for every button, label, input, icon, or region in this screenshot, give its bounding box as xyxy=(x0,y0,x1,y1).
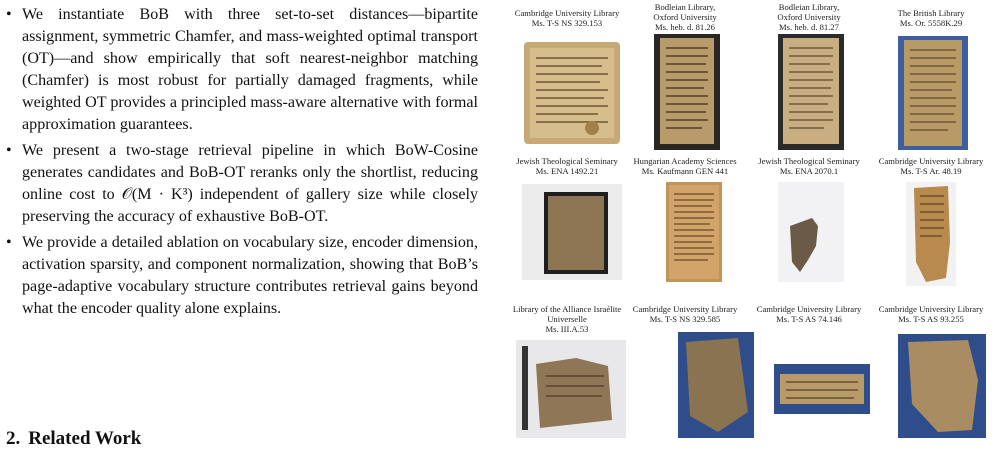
figure-caption: Cambridge University Library Ms. T-S AS 93.255 xyxy=(878,304,984,324)
figure-cell xyxy=(870,156,992,176)
contribution-item xyxy=(0,140,478,228)
figure-cell xyxy=(506,304,628,334)
text-column xyxy=(0,4,478,324)
figure-cell xyxy=(506,156,628,176)
figure-row xyxy=(506,304,992,452)
figure-row xyxy=(506,156,992,304)
manuscript-image xyxy=(654,34,720,150)
manuscript-image xyxy=(666,182,722,282)
manuscript-figure xyxy=(506,2,992,452)
manuscript-image xyxy=(778,34,844,150)
manuscript-image xyxy=(522,184,622,280)
figure-caption: Cambridge University Library Ms. T-S NS 329.585 xyxy=(632,304,738,324)
contribution-item xyxy=(0,4,478,136)
contribution-list xyxy=(0,4,478,320)
section-number: 2. xyxy=(6,428,21,449)
figure-caption: Bodleian Library, Oxford University Ms. heb. d. 81.26 xyxy=(653,2,717,32)
figure-row xyxy=(506,2,992,156)
figure-caption: Cambridge University Library Ms. T-S AS 74.146 xyxy=(756,304,862,324)
figure-caption: Hungarian Academy Sciences Ms. Kaufmann GEN 441 xyxy=(633,156,737,176)
contribution-text: We instantiate BoB with three set-to-set distances—bipartite assignment, symmetric Chamfer, and mass-weighted optimal transport (OT)—and show empirically that soft nearest-neighbor matching (Chamfer) is most robust for partially damaged fragments, while weighted OT provides a principled mass-aware alternative with formal approximation guarantees. xyxy=(22,6,478,133)
manuscript-image xyxy=(898,334,986,438)
figure-caption: The British Library Ms. Or. 5558K.29 xyxy=(897,8,965,28)
figure-cell xyxy=(870,8,992,28)
bullet-icon: • xyxy=(6,142,12,159)
figure-cell xyxy=(748,156,870,176)
manuscript-image xyxy=(898,36,968,150)
figure-caption: Cambridge University Library Ms. T-S Ar. 48.19 xyxy=(878,156,984,176)
figure-caption: Jewish Theological Seminary Ms. ENA 1492.21 xyxy=(516,156,618,176)
figure-cell xyxy=(748,2,870,32)
manuscript-image xyxy=(522,38,622,148)
figure-cell xyxy=(506,8,628,28)
bullet-icon: • xyxy=(6,6,12,23)
figure-cell xyxy=(624,2,746,32)
section-title: Related Work xyxy=(28,428,142,449)
manuscript-image xyxy=(774,364,870,414)
figure-cell xyxy=(624,304,746,324)
figure-caption: Library of the Alliance Israélite Universelle Ms. III.A.53 xyxy=(512,304,622,334)
figure-caption: Bodleian Library, Oxford University Ms. heb. d. 81.27 xyxy=(777,2,841,32)
section-heading xyxy=(6,428,141,450)
contribution-text: We provide a detailed ablation on vocabulary size, encoder dimension, activation sparsity, and component normalization, showing that BoB’s page-adaptive vocabulary structure contributes retrieval gains beyond what the encoder quality alone explains. xyxy=(22,234,478,317)
figure-cell xyxy=(748,304,870,324)
figure-caption: Cambridge University Library Ms. T-S NS 329.153 xyxy=(514,8,620,28)
contribution-text: We present a two-stage retrieval pipeline in which BoW-Cosine generates candidates and BoB-OT reranks only the shortlist, reducing online cost to 𝒪(M · K³) independent of gallery size while closely preserving the accuracy of exhaustive BoB-OT. xyxy=(22,142,478,225)
contribution-item xyxy=(0,232,478,320)
manuscript-image xyxy=(778,182,844,282)
figure-cell xyxy=(870,304,992,324)
figure-cell xyxy=(624,156,746,176)
bullet-icon: • xyxy=(6,234,12,251)
manuscript-image xyxy=(516,340,626,438)
manuscript-image xyxy=(678,332,754,438)
manuscript-image xyxy=(906,182,956,286)
figure-caption: Jewish Theological Seminary Ms. ENA 2070.1 xyxy=(758,156,860,176)
